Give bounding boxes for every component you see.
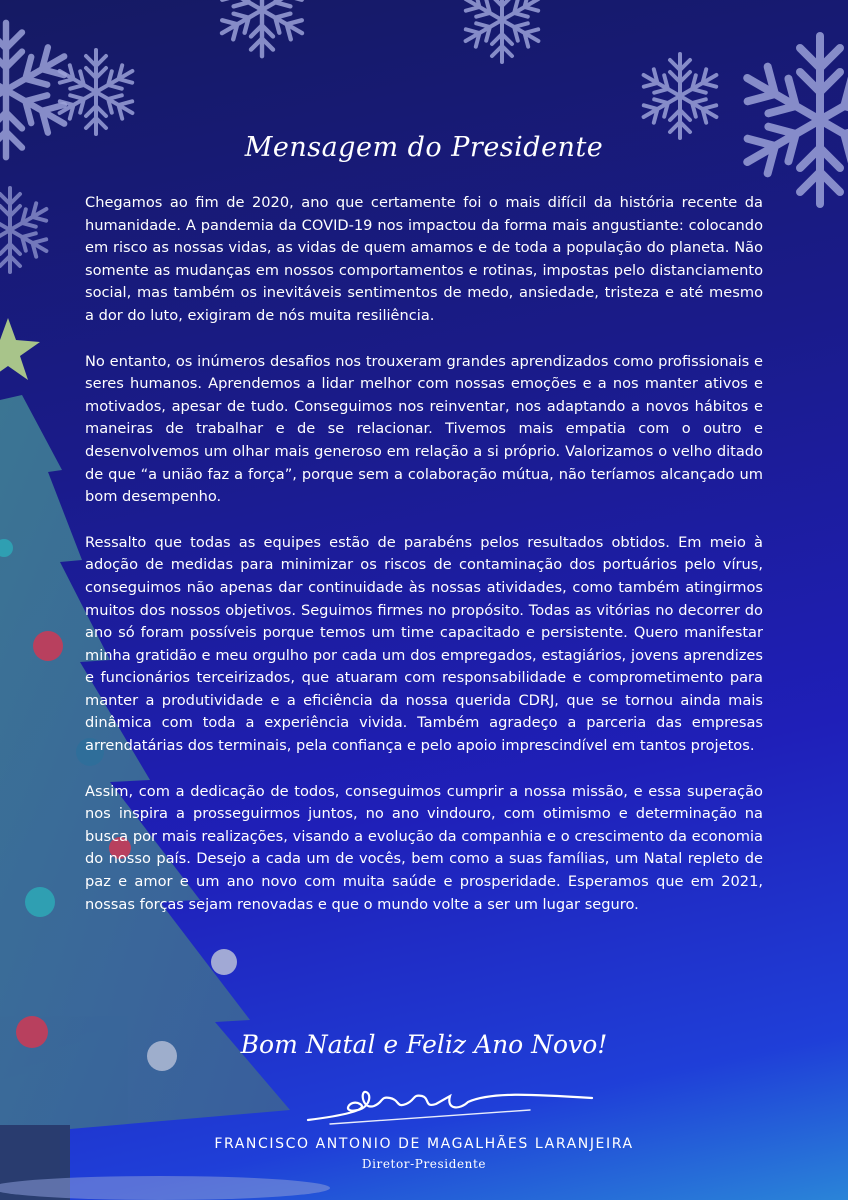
snowflake-icon — [737, 36, 848, 204]
snowflake-icon — [0, 188, 51, 272]
star-icon — [0, 318, 40, 380]
message-paragraph: Ressalto que todas as equipes estão de parabéns pelos resultados obtidos. Em meio à adoção de medidas para minimizar os riscos de contaminação dos portuários pelo vírus, conseguimos não apenas dar continuidade às nossas atividades, como também atingirmos muitos dos nossos objetivos. Seguimos firmes no propósito. Todas as vitórias no decorrer do ano só foram possíveis porque temos um time capacitado e persistente. Quero manifestar minha gratidão e meu orgulho por cada um dos empregados, estagiários, jovens aprendizes e funcionários terceirizados, que atuaram com responsabilidade e comprometimento para manter a produtividade e a eficiência da nossa querida CDRJ, que se tornou ainda mais dinâmica com toda a experiência vivida. Também agradeço a parceria das empresas arrendatárias dos terminais, pela confiança e pelo apoio imprescindível em tantos projetos. — [85, 533, 763, 755]
closing-greeting: Bom Natal e Feliz Ano Novo! — [240, 1030, 608, 1059]
signer-name: FRANCISCO ANTONIO DE MAGALHÃES LARANJEIRA — [214, 1136, 634, 1152]
message-body — [85, 192, 763, 939]
signer-role: Diretor-Presidente — [361, 1157, 487, 1171]
page-title: Mensagem do Presidente — [244, 132, 604, 163]
ornament — [33, 631, 63, 661]
ornament — [25, 887, 55, 917]
snowflake-icon — [55, 50, 138, 134]
snowflake-icon — [216, 0, 307, 56]
snowflake-icon — [461, 0, 544, 62]
message-paragraph: Chegamos ao fim de 2020, ano que certamente foi o mais difícil da história recente da humanidade. A pandemia da COVID-19 nos impactou da forma mais angustiante: colocando em risco as nossas vidas, as vidas de quem amamos e de toda a população do planeta. Não somente as mudanças em nossos comportamentos e rotinas, impostas pelo distanciamento social, mas também os inevitáveis sentimentos de medo, ansiedade, tristeza e até mesmo a dor do luto, exigiram de nós muita resiliência. — [85, 194, 763, 324]
snowflake-icon — [639, 54, 722, 138]
message-paragraph: Assim, com a dedicação de todos, conseguimos cumprir a nossa missão, e essa superação nos inspira a prosseguirmos juntos, no ano vindouro, com otimismo e determinação na busca por mais realizações, visando a evolução da companhia e o crescimento da economia do nosso país. Desejo a cada um de vocês, bem como a suas famílias, um Natal repleto de paz e amor e um ano novo com muita saúde e prosperidade. Esperamos que em 2021, nossas forças sejam renovadas e que o mundo volte a ser um lugar seguro. — [85, 782, 763, 913]
ornament — [211, 949, 237, 975]
message-paragraph: No entanto, os inúmeros desafios nos trouxeram grandes aprendizados como profissionais e seres humanos. Aprendemos a lidar melhor com nossas emoções e a nos manter ativos e motivados, apesar de tudo. Conseguimos nos reinventar, nos adaptando a novos hábitos e maneiras de trabalhar e de se relacionar. Tivemos mais empatia com o outro e desenvolvemos um olhar mais generoso em relação a si próprio. Valorizamos o velho ditado de que “a união faz a força”, porque sem a colaboração mútua, não teríamos alcançado um bom desempenho. — [85, 352, 763, 506]
signature — [300, 1080, 600, 1130]
